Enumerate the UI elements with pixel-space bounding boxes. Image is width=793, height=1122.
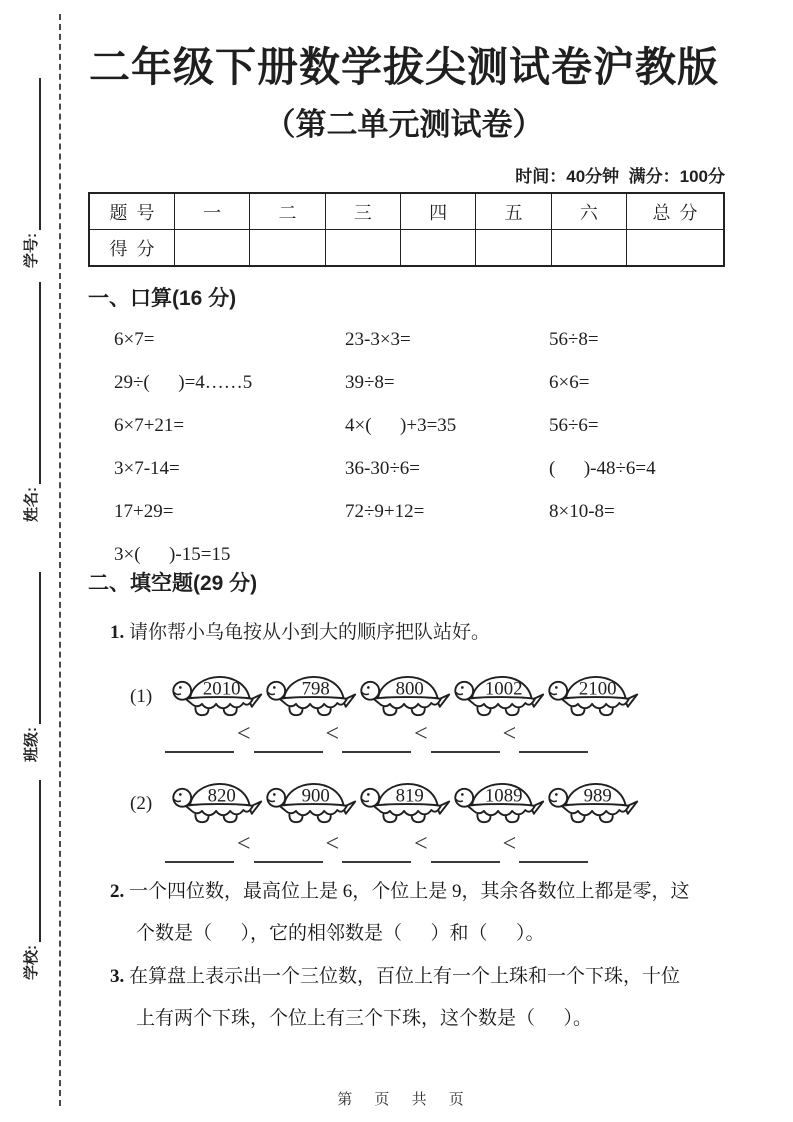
question2-text-line1: 一个四位数，最高位上是 6，个位上是 9，其余各数位上都是零，这 — [124, 881, 690, 902]
less-than-sign: < — [237, 721, 251, 747]
score-cell-empty — [325, 230, 400, 267]
score-cell-empty — [175, 230, 250, 267]
score-cell-empty — [551, 230, 626, 267]
exam-time-score-info: 时间：40分钟 满分：100分 — [515, 167, 725, 186]
answer-blank — [431, 837, 500, 863]
math-problem: 39÷8= — [345, 371, 395, 393]
score-table-header-cell: 三 — [325, 193, 400, 230]
less-than-sign: < — [325, 831, 340, 857]
score-row-label: 得 分 — [89, 230, 175, 267]
class-blank-line — [24, 572, 41, 724]
turtle-number: 1002 — [484, 678, 523, 700]
student-id-field — [20, 78, 41, 268]
section1-heading: 一、口算(16 分) — [88, 287, 237, 310]
school-label: 学校: — [23, 945, 40, 980]
math-problem: 56÷8= — [549, 328, 599, 350]
ordering-blanks-row-2 — [165, 832, 588, 863]
class-field — [20, 572, 41, 762]
turtle-icon — [358, 656, 452, 718]
turtle-number: 798 — [301, 678, 330, 700]
question3-number: 3. — [110, 966, 125, 987]
question2-line2: 个数是（ ），它的相邻数是（ ）和（ ）。 — [136, 923, 545, 944]
score-table-header-cell: 五 — [476, 193, 551, 230]
turtle-number: 1089 — [484, 785, 523, 807]
score-table-header-cell: 一 — [175, 193, 250, 230]
turtle-icon — [264, 763, 358, 825]
score-table-score-row — [89, 230, 724, 267]
answer-blank — [254, 837, 323, 863]
student-id-blank-line — [24, 78, 41, 230]
math-problem: 17+29= — [114, 500, 174, 522]
answer-blank — [165, 837, 234, 863]
question1-stem — [110, 617, 490, 644]
turtle-number: 2010 — [202, 678, 241, 700]
turtle-row-1-label: (1) — [130, 686, 153, 707]
class-label: 班级: — [23, 727, 40, 762]
less-than-sign: < — [325, 721, 340, 747]
math-problem: 72÷9+12= — [345, 500, 425, 522]
turtle-row-2 — [130, 763, 740, 825]
oral-calculation-problems — [114, 318, 730, 576]
turtle-number: 819 — [395, 785, 424, 807]
score-table-header-cell: 题 号 — [89, 193, 175, 230]
answer-blank — [519, 837, 588, 863]
question3-line2: 上有两个下珠，个位上有三个下珠，这个数是（ ）。 — [136, 1008, 593, 1029]
problem-row — [114, 361, 730, 404]
turtle-number: 2100 — [578, 678, 617, 700]
turtle-number: 820 — [207, 785, 236, 807]
score-table-header-cell: 总 分 — [627, 193, 725, 230]
turtle-icon — [546, 763, 640, 825]
less-than-sign: < — [502, 721, 517, 747]
question3-text-line1: 在算盘上表示出一个三位数，百位上有一个上珠和一个下珠，十位 — [124, 966, 681, 987]
math-problem: 36-30÷6= — [345, 457, 420, 479]
answer-blank — [431, 727, 500, 753]
math-problem: 4×( )+3=35 — [345, 414, 457, 436]
math-problem: 56÷6= — [549, 414, 599, 436]
score-cell-empty — [250, 230, 325, 267]
math-problem: 8×10-8= — [549, 500, 615, 522]
score-table — [88, 192, 725, 267]
math-problem: 6×7= — [114, 328, 155, 350]
math-problem: ( )-48÷6=4 — [549, 457, 656, 479]
turtle-row-2-label: (2) — [130, 793, 153, 814]
turtle-icon — [452, 656, 546, 718]
turtle-icon — [452, 763, 546, 825]
question2-line1 — [110, 876, 690, 903]
answer-blank — [519, 727, 588, 753]
problem-row — [114, 404, 730, 447]
math-problem: 23-3×3= — [345, 328, 411, 350]
problem-row — [114, 318, 730, 361]
math-problem: 6×7+21= — [114, 414, 185, 436]
score-table-header-cell: 二 — [250, 193, 325, 230]
score-cell-empty — [400, 230, 475, 267]
margin-dashed-line — [59, 14, 61, 1106]
question2-number: 2. — [110, 881, 125, 902]
answer-blank — [165, 727, 234, 753]
answer-blank — [342, 727, 411, 753]
less-than-sign: < — [414, 721, 428, 747]
student-name-field — [20, 282, 41, 522]
question3-line1 — [110, 961, 680, 988]
turtle-number: 900 — [301, 785, 330, 807]
problem-row — [114, 447, 730, 490]
turtle-icon — [170, 656, 264, 718]
school-blank-line — [24, 780, 41, 942]
section2-heading: 二、填空题(29 分) — [88, 572, 258, 595]
question1-text: 请你帮小乌龟按从小到大的顺序把队站好。 — [124, 622, 491, 643]
page-title: 二年级下册数学拔尖测试卷沪教版 — [89, 44, 719, 90]
turtle-row-1 — [130, 656, 740, 718]
answer-blank — [254, 727, 323, 753]
turtle-icon — [546, 656, 640, 718]
turtle-icon — [264, 656, 358, 718]
less-than-sign: < — [502, 831, 517, 857]
answer-blank — [342, 837, 411, 863]
less-than-sign: < — [237, 831, 251, 857]
math-problem: 6×6= — [549, 371, 590, 393]
score-cell-empty — [627, 230, 725, 267]
ordering-blanks-row-1 — [165, 722, 588, 753]
less-than-sign: < — [414, 831, 428, 857]
student-id-label: 学号: — [23, 233, 40, 268]
student-name-blank-line — [24, 282, 41, 484]
score-table-header-cell: 四 — [400, 193, 475, 230]
turtle-number: 989 — [583, 785, 612, 807]
question1-number: 1. — [110, 622, 125, 643]
turtle-icon — [170, 763, 264, 825]
math-problem: 3×7-14= — [114, 457, 180, 479]
turtle-icon — [358, 763, 452, 825]
page-subtitle: （第二单元测试卷） — [264, 107, 544, 142]
math-problem: 29÷( )=4……5 — [114, 371, 253, 393]
page-footer: 第 页 共 页 — [337, 1091, 473, 1108]
school-field — [20, 780, 41, 980]
score-table-header-cell: 六 — [551, 193, 626, 230]
student-name-label: 姓名: — [23, 487, 40, 522]
score-table-header-row — [89, 193, 724, 230]
score-cell-empty — [476, 230, 551, 267]
problem-row — [114, 490, 730, 533]
math-problem: 3×( )-15=15 — [114, 543, 231, 565]
turtle-number: 800 — [395, 678, 424, 700]
